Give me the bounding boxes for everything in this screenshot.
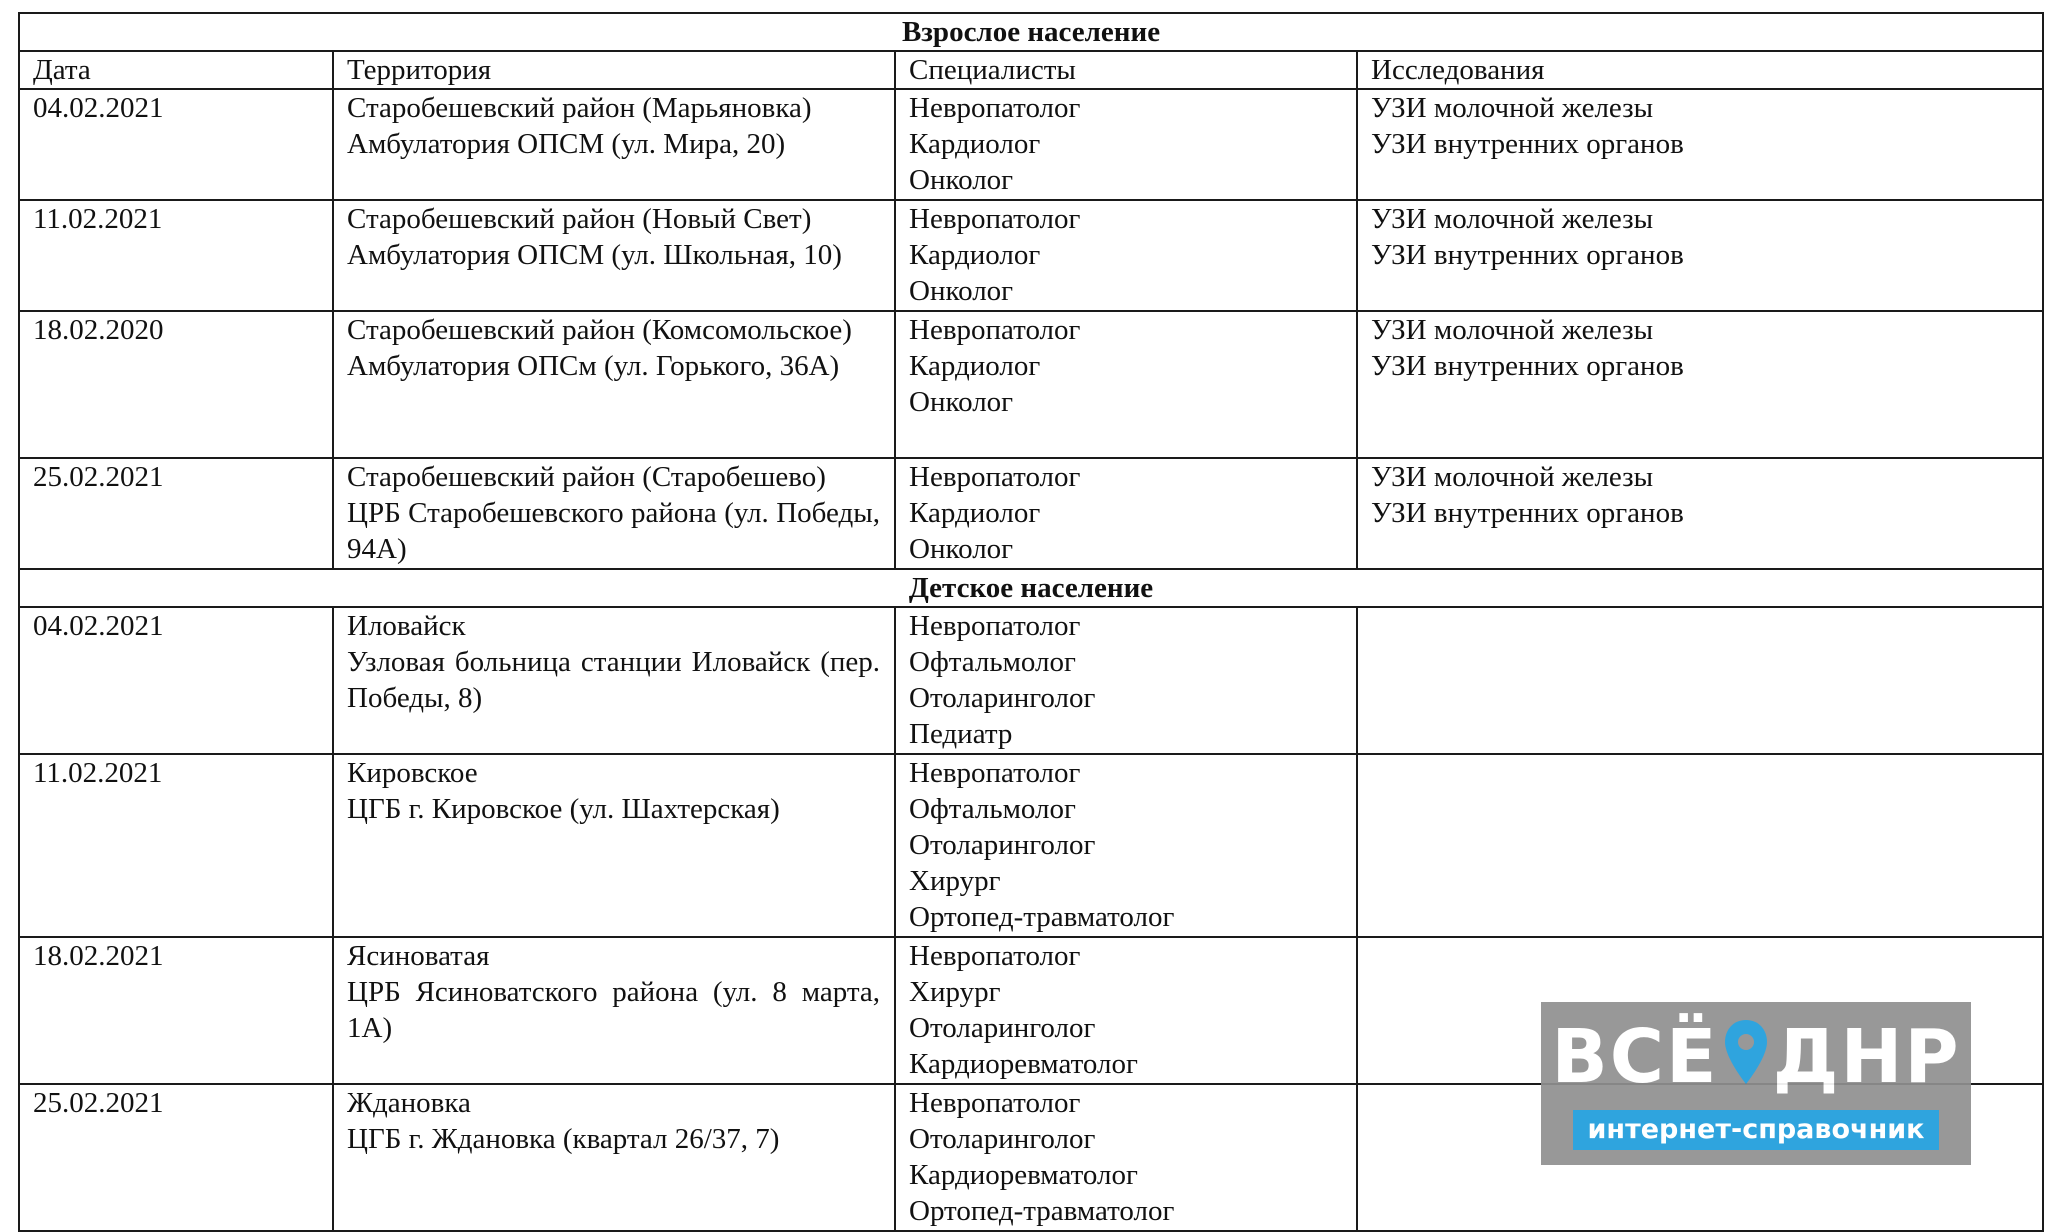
territory-cell <box>333 1084 895 1231</box>
date-cell: 04.02.2021 <box>19 89 333 200</box>
date-cell: 11.02.2021 <box>19 200 333 311</box>
specialists-cell <box>895 311 1357 458</box>
specialists-cell-line: Невропатолог <box>909 314 1081 346</box>
specialists-cell-line: Онколог <box>909 164 1014 196</box>
watermark-brand-left: ВСЁ <box>1551 1014 1719 1100</box>
children-section-row <box>19 569 2043 607</box>
studies-cell <box>1357 607 2043 754</box>
specialists-cell-line: Онколог <box>909 275 1014 307</box>
date-cell: 25.02.2021 <box>19 1084 333 1231</box>
studies-cell-line: УЗИ внутренних органов <box>1371 350 1684 382</box>
specialists-cell-line: Невропатолог <box>909 461 1081 493</box>
specialists-cell-line: Отоларинголог <box>909 682 1096 714</box>
specialists-cell-line: Хирург <box>909 976 1001 1008</box>
specialists-cell <box>895 754 1357 937</box>
header-row <box>19 51 2043 89</box>
header-date: Дата <box>19 51 333 89</box>
date-cell: 11.02.2021 <box>19 754 333 937</box>
territory-cell-line: Узловая больница станции Иловайск (пер. Победы, 8) <box>347 646 880 714</box>
specialists-cell <box>895 458 1357 569</box>
specialists-cell-line: Кардиолог <box>909 128 1041 160</box>
specialists-cell-line: Кардиолог <box>909 497 1041 529</box>
territory-cell-line: Кировское <box>347 757 478 789</box>
territory-cell-line: Амбулатория ОПСМ (ул. Школьная, 10) <box>347 239 842 271</box>
studies-cell <box>1357 89 2043 200</box>
specialists-cell-line: Отоларинголог <box>909 829 1096 861</box>
table-row <box>19 311 2043 458</box>
specialists-cell-line: Невропатолог <box>909 940 1081 972</box>
territory-cell-line: Старобешевский район (Старобешево) <box>347 461 826 493</box>
watermark-brand <box>1541 1014 1971 1100</box>
specialists-cell-line: Офтальмолог <box>909 793 1076 825</box>
territory-cell-line: Иловайск <box>347 610 466 642</box>
specialists-cell-line: Педиатр <box>909 718 1013 750</box>
specialists-cell <box>895 607 1357 754</box>
adult-section-title: Взрослое население <box>19 13 2043 51</box>
table-row <box>19 200 2043 311</box>
header-territory: Территория <box>333 51 895 89</box>
specialists-cell-line: Невропатолог <box>909 757 1081 789</box>
specialists-cell-line: Ортопед-травматолог <box>909 901 1175 933</box>
date-cell: 25.02.2021 <box>19 458 333 569</box>
adult-section-row <box>19 13 2043 51</box>
territory-cell-line: ЦГБ г. Кировское (ул. Шахтерская) <box>347 793 780 825</box>
territory-cell <box>333 311 895 458</box>
studies-cell-line: УЗИ молочной железы <box>1371 203 1654 235</box>
studies-cell <box>1357 754 2043 937</box>
territory-cell-line: Амбулатория ОПСм (ул. Горького, 36А) <box>347 350 840 382</box>
specialists-cell <box>895 89 1357 200</box>
specialists-cell-line: Кардиолог <box>909 350 1041 382</box>
specialists-cell-line: Невропатолог <box>909 92 1081 124</box>
territory-cell <box>333 458 895 569</box>
specialists-cell <box>895 200 1357 311</box>
territory-cell-line: Старобешевский район (Новый Свет) <box>347 203 812 235</box>
table-row <box>19 458 2043 569</box>
territory-cell-line: Ждановка <box>347 1087 471 1119</box>
specialists-cell-line: Онколог <box>909 533 1014 565</box>
watermark-brand-right: ДНР <box>1772 1014 1961 1100</box>
specialists-cell <box>895 937 1357 1084</box>
studies-cell-line: УЗИ внутренних органов <box>1371 497 1684 529</box>
specialists-cell <box>895 1084 1357 1231</box>
watermark <box>1541 1002 1971 1165</box>
specialists-cell-line: Ортопед-травматолог <box>909 1195 1175 1227</box>
specialists-cell-line: Офтальмолог <box>909 646 1076 678</box>
territory-cell <box>333 607 895 754</box>
specialists-cell-line: Отоларинголог <box>909 1012 1096 1044</box>
territory-cell <box>333 937 895 1084</box>
specialists-cell-line: Хирург <box>909 865 1001 897</box>
territory-cell-line: Старобешевский район (Марьяновка) <box>347 92 812 124</box>
studies-cell-line: УЗИ молочной железы <box>1371 92 1654 124</box>
studies-cell-line: УЗИ внутренних органов <box>1371 239 1684 271</box>
territory-cell <box>333 754 895 937</box>
territory-cell-line: Ясиноватая <box>347 940 490 972</box>
territory-cell <box>333 200 895 311</box>
date-cell: 18.02.2020 <box>19 311 333 458</box>
specialists-cell-line: Кардиолог <box>909 239 1041 271</box>
studies-cell <box>1357 200 2043 311</box>
specialists-cell-line: Кардиоревматолог <box>909 1159 1138 1191</box>
studies-cell-line: УЗИ молочной железы <box>1371 314 1654 346</box>
header-specialists: Специалисты <box>895 51 1357 89</box>
specialists-cell-line: Невропатолог <box>909 1087 1081 1119</box>
studies-cell-line: УЗИ внутренних органов <box>1371 128 1684 160</box>
table-row <box>19 89 2043 200</box>
territory-cell-line: ЦРБ Ясиноватского района (ул. 8 марта, 1А) <box>347 976 880 1044</box>
studies-cell-line: УЗИ молочной железы <box>1371 461 1654 493</box>
specialists-cell-line: Кардиоревматолог <box>909 1048 1138 1080</box>
specialists-cell-line: Онколог <box>909 386 1014 418</box>
territory-cell-line: ЦГБ г. Ждановка (квартал 26/37, 7) <box>347 1123 780 1155</box>
studies-cell <box>1357 311 2043 458</box>
date-cell: 04.02.2021 <box>19 607 333 754</box>
territory-cell <box>333 89 895 200</box>
territory-cell-line: ЦРБ Старобешевского района (ул. Победы, 94А) <box>347 497 880 565</box>
specialists-cell-line: Невропатолог <box>909 203 1081 235</box>
map-pin-icon <box>1723 1018 1769 1088</box>
table-row <box>19 607 2043 754</box>
watermark-subtitle: интернет-справочник <box>1573 1110 1939 1150</box>
children-section-title: Детское население <box>19 569 2043 607</box>
date-cell: 18.02.2021 <box>19 937 333 1084</box>
studies-cell <box>1357 458 2043 569</box>
specialists-cell-line: Невропатолог <box>909 610 1081 642</box>
specialists-cell-line: Отоларинголог <box>909 1123 1096 1155</box>
table-row <box>19 754 2043 937</box>
territory-cell-line: Старобешевский район (Комсомольское) <box>347 314 852 346</box>
header-studies: Исследования <box>1357 51 2043 89</box>
territory-cell-line: Амбулатория ОПСМ (ул. Мира, 20) <box>347 128 786 160</box>
